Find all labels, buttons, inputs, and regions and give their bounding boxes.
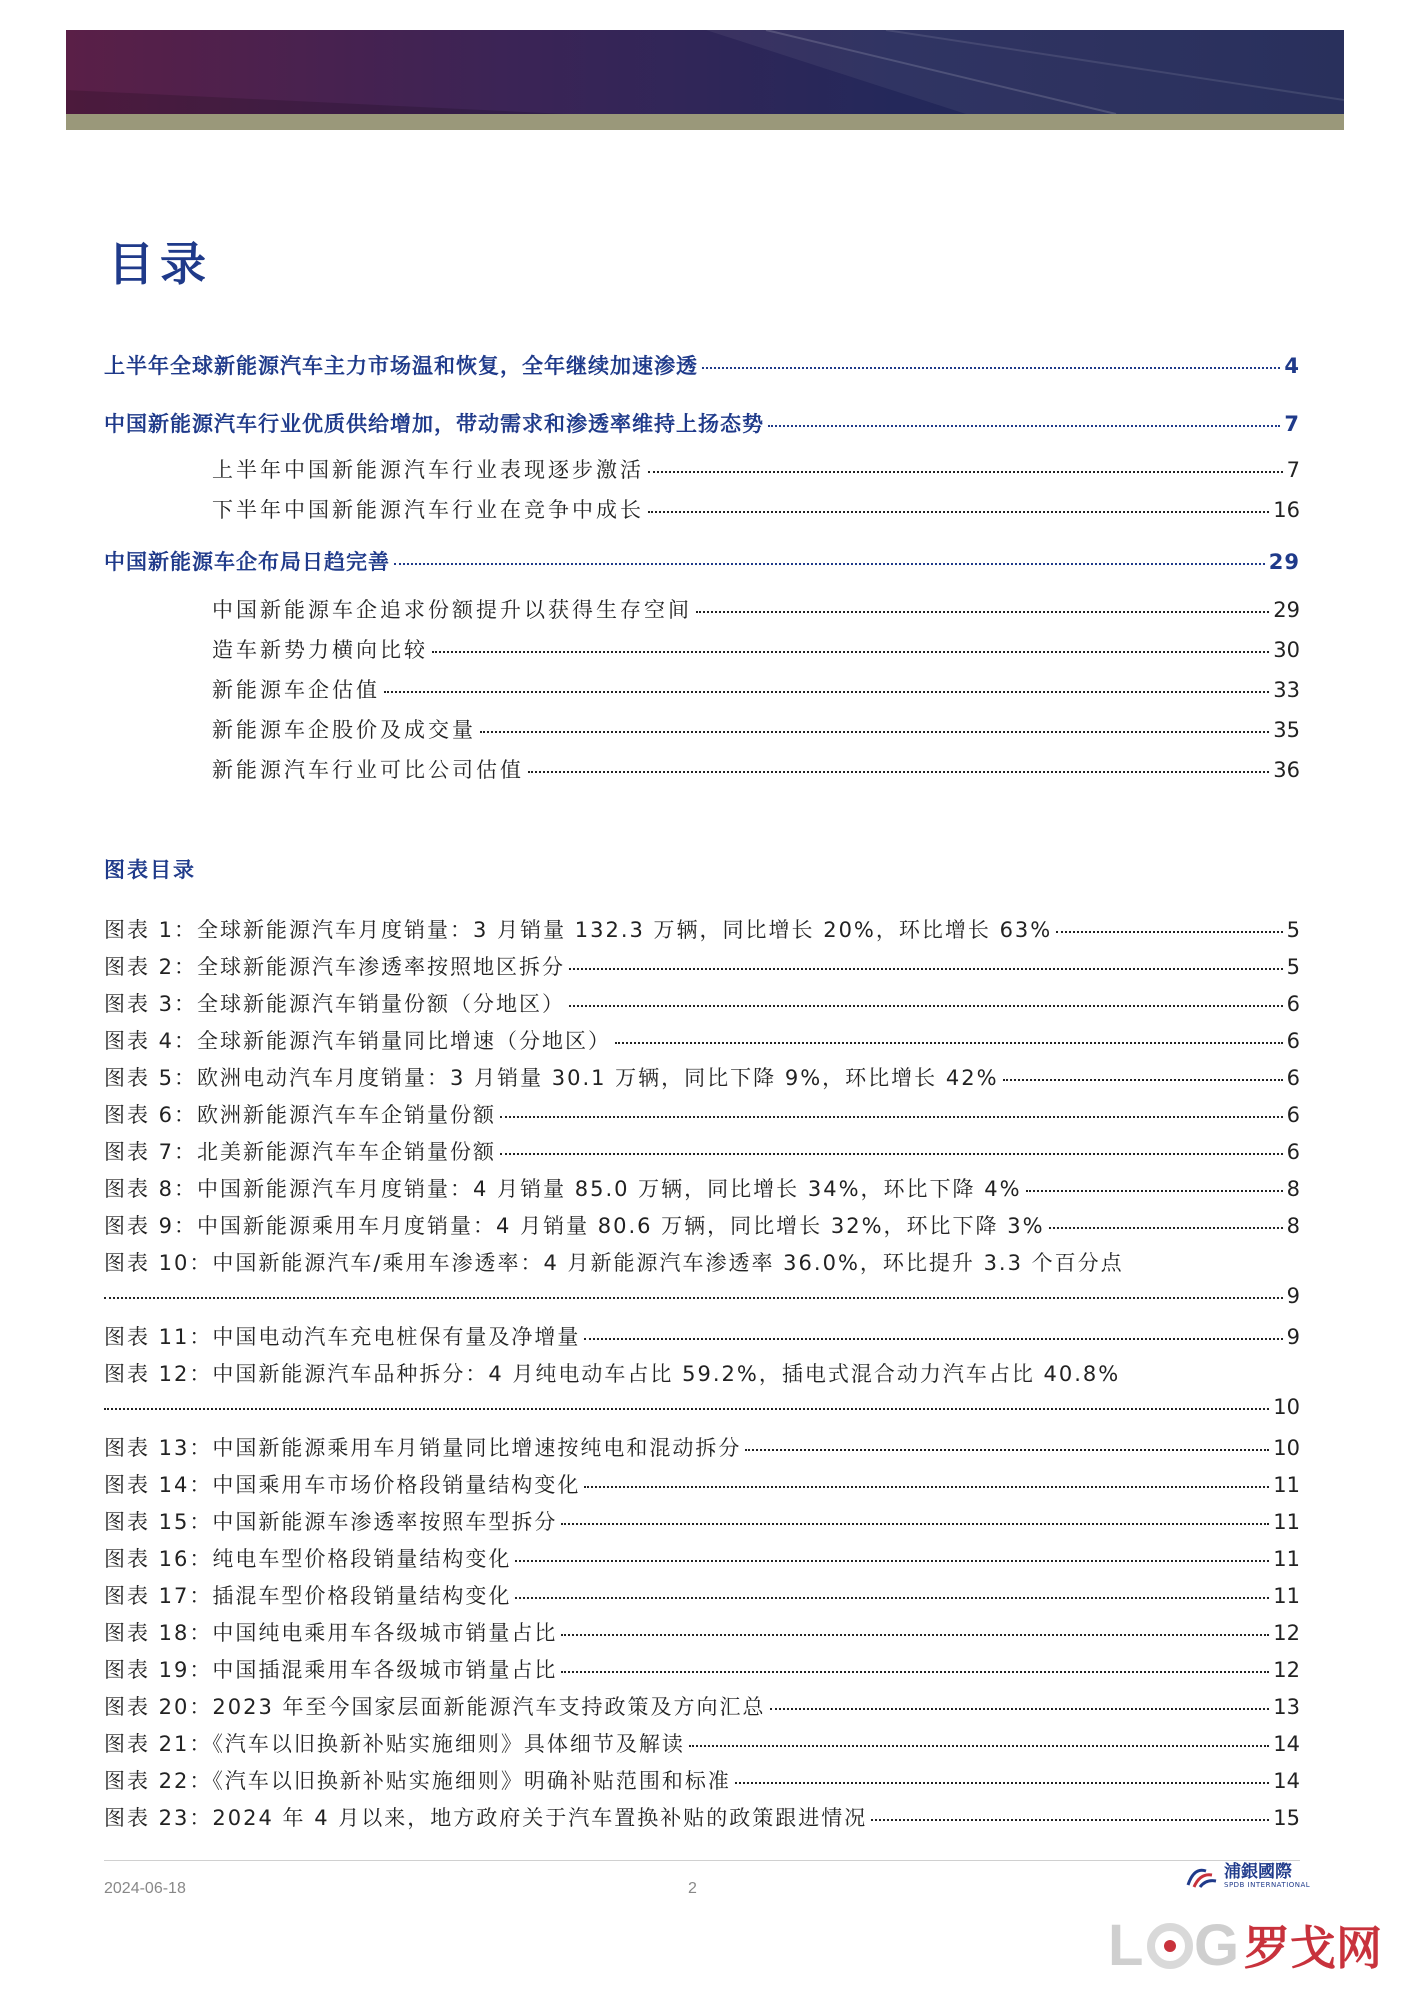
figure-label: 图表 2：全球新能源汽车渗透率按照地区拆分 — [104, 955, 566, 979]
banner-stripe — [66, 114, 1344, 130]
figure-label: 图表 13：中国新能源乘用车月销量同比增速按纯电和混动拆分 — [104, 1436, 742, 1460]
toc-subsection-label: 新能源汽车行业可比公司估值 — [212, 758, 524, 782]
dot-leader — [1049, 1227, 1283, 1229]
figure-label: 图表 9：中国新能源乘用车月度销量：4 月销量 80.6 万辆，同比增长 32%，环比下降 3% — [104, 1214, 1045, 1238]
toc-subsection[interactable] — [212, 454, 1300, 484]
toc-page-number: 30 — [1273, 638, 1300, 662]
dot-leader — [648, 511, 1269, 513]
figure-page-number: 11 — [1273, 1584, 1300, 1608]
figure-page-number: 15 — [1273, 1806, 1300, 1830]
figure-entry[interactable] — [104, 951, 1300, 981]
figure-entry[interactable] — [104, 1802, 1300, 1832]
toc-subsection[interactable] — [212, 634, 1300, 664]
figure-page-number: 12 — [1273, 1621, 1300, 1645]
figures-title: 图表目录 — [104, 858, 196, 882]
dot-leader — [696, 611, 1269, 613]
dot-leader — [104, 1408, 1269, 1410]
figure-entry-line2[interactable] — [104, 1284, 1300, 1308]
figure-entry-line1[interactable] — [104, 1247, 1300, 1277]
figure-page-number: 9 — [1286, 1284, 1300, 1308]
figure-entry[interactable] — [104, 1136, 1300, 1166]
dot-leader — [1056, 931, 1282, 933]
toc-section[interactable] — [104, 350, 1300, 380]
figure-entry[interactable] — [104, 1062, 1300, 1092]
figure-label: 图表 18：中国纯电乘用车各级城市销量占比 — [104, 1621, 558, 1645]
figure-page-number: 6 — [1286, 1103, 1300, 1127]
dot-leader — [500, 1116, 1283, 1118]
figure-entry[interactable] — [104, 1321, 1300, 1351]
figure-label: 图表 22：《汽车以旧换新补贴实施细则》明确补贴范围和标准 — [104, 1769, 731, 1793]
toc-page-number: 36 — [1273, 758, 1300, 782]
figure-page-number: 10 — [1273, 1436, 1300, 1460]
figure-entry[interactable] — [104, 988, 1300, 1018]
toc-subsection[interactable] — [212, 494, 1300, 524]
figure-entry[interactable] — [104, 1654, 1300, 1684]
dot-leader — [561, 1523, 1269, 1525]
dot-leader — [528, 771, 1269, 773]
figure-label: 图表 19：中国插混乘用车各级城市销量占比 — [104, 1658, 558, 1682]
figure-label: 图表 11：中国电动汽车充电桩保有量及净增量 — [104, 1325, 581, 1349]
figure-page-number: 5 — [1286, 955, 1300, 979]
figure-page-number: 8 — [1286, 1214, 1300, 1238]
figure-label: 图表 23：2024 年 4 月以来，地方政府关于汽车置换补贴的政策跟进情况 — [104, 1806, 868, 1830]
toc-subsection-label: 上半年中国新能源汽车行业表现逐步激活 — [212, 458, 644, 482]
toc-page-number: 16 — [1273, 498, 1300, 522]
figure-page-number: 6 — [1286, 1140, 1300, 1164]
brand-name: 浦銀國際 — [1224, 1862, 1292, 1882]
dot-leader — [569, 1005, 1283, 1007]
dot-leader — [770, 1708, 1270, 1710]
figure-label: 图表 8：中国新能源汽车月度销量：4 月销量 85.0 万辆，同比增长 34%，环比下降 4% — [104, 1177, 1022, 1201]
figure-entry[interactable] — [104, 1025, 1300, 1055]
dot-leader — [1003, 1079, 1283, 1081]
figure-page-number: 12 — [1273, 1658, 1300, 1682]
figure-entry[interactable] — [104, 1691, 1300, 1721]
brand-subtitle: SPDB INTERNATIONAL — [1224, 1881, 1311, 1889]
dot-leader — [584, 1338, 1282, 1340]
figure-entry[interactable] — [104, 1765, 1300, 1795]
figure-page-number: 11 — [1273, 1547, 1300, 1571]
figure-label: 图表 10：中国新能源汽车/乘用车渗透率：4 月新能源汽车渗透率 36.0%，环比提升 3.3 个百分点 — [104, 1251, 1124, 1275]
dot-leader — [702, 367, 1280, 369]
dot-leader — [480, 731, 1269, 733]
figure-label: 图表 5：欧洲电动汽车月度销量：3 月销量 30.1 万辆，同比下降 9%，环比增长 42% — [104, 1066, 999, 1090]
dot-leader — [561, 1634, 1269, 1636]
toc-section-label: 中国新能源车企布局日趋完善 — [104, 550, 390, 574]
figure-label: 图表 16：纯电车型价格段销量结构变化 — [104, 1547, 512, 1571]
footer-date: 2024-06-18 — [104, 1880, 186, 1897]
figure-page-number: 10 — [1273, 1395, 1300, 1419]
figure-page-number: 11 — [1273, 1473, 1300, 1497]
toc-page-number: 33 — [1273, 678, 1300, 702]
figure-entry[interactable] — [104, 1728, 1300, 1758]
figure-entry[interactable] — [104, 1432, 1300, 1462]
footer-divider — [104, 1860, 1300, 1861]
figure-page-number: 8 — [1286, 1177, 1300, 1201]
dot-leader — [104, 1297, 1283, 1299]
toc-page-number: 35 — [1273, 718, 1300, 742]
figure-entry[interactable] — [104, 1173, 1300, 1203]
figure-page-number: 6 — [1286, 992, 1300, 1016]
figure-label: 图表 6：欧洲新能源汽车车企销量份额 — [104, 1103, 497, 1127]
toc-section-label: 上半年全球新能源汽车主力市场温和恢复，全年继续加速渗透 — [104, 354, 698, 378]
toc-subsection-label: 下半年中国新能源汽车行业在竞争中成长 — [212, 498, 644, 522]
dot-leader — [584, 1486, 1269, 1488]
toc-subsection-label: 造车新势力横向比较 — [212, 638, 428, 662]
log-watermark-icon — [1108, 1915, 1240, 1975]
toc-subsection-label: 新能源车企估值 — [212, 678, 380, 702]
figure-entry[interactable] — [104, 1506, 1300, 1536]
figure-entry[interactable] — [104, 1469, 1300, 1499]
figure-entry[interactable] — [104, 1580, 1300, 1610]
figure-entry[interactable] — [104, 914, 1300, 944]
figure-label: 图表 14：中国乘用车市场价格段销量结构变化 — [104, 1473, 581, 1497]
figure-page-number: 9 — [1286, 1325, 1300, 1349]
toc-page-number: 29 — [1273, 598, 1300, 622]
dot-leader — [384, 691, 1269, 693]
dot-leader — [561, 1671, 1269, 1673]
toc-page-number: 29 — [1268, 550, 1300, 574]
figure-entry[interactable] — [104, 1617, 1300, 1647]
dot-leader — [689, 1745, 1269, 1747]
figure-label: 图表 12：中国新能源汽车品种拆分：4 月纯电动车占比 59.2%，插电式混合动力汽车占比 40.8% — [104, 1362, 1121, 1386]
dot-leader — [569, 968, 1283, 970]
figure-label: 图表 4：全球新能源汽车销量同比增速（分地区） — [104, 1029, 612, 1053]
figure-page-number: 14 — [1273, 1769, 1300, 1793]
figure-entry[interactable] — [104, 1099, 1300, 1129]
dot-leader — [432, 651, 1269, 653]
dot-leader — [735, 1782, 1269, 1784]
svg-text:L: L — [1108, 1915, 1144, 1975]
dot-leader — [648, 471, 1283, 473]
spdb-logo-icon — [1184, 1865, 1218, 1889]
dot-leader — [515, 1597, 1269, 1599]
figure-label: 图表 17：插混车型价格段销量结构变化 — [104, 1584, 512, 1608]
dot-leader — [1026, 1190, 1283, 1192]
toc-page-number: 7 — [1286, 458, 1300, 482]
header-banner — [66, 30, 1344, 130]
brand-logo — [1184, 1864, 1310, 1889]
toc-subsection-label: 中国新能源车企追求份额提升以获得生存空间 — [212, 598, 692, 622]
toc-page-number: 7 — [1284, 412, 1300, 436]
figure-entry-line1[interactable] — [104, 1358, 1300, 1388]
toc-subsection[interactable] — [212, 714, 1300, 744]
toc-subsection[interactable] — [212, 754, 1300, 784]
figure-page-number: 5 — [1286, 918, 1300, 942]
toc-subsection[interactable] — [212, 674, 1300, 704]
dot-leader — [768, 425, 1280, 427]
footer-page-number: 2 — [688, 1880, 697, 1897]
toc-section-label: 中国新能源汽车行业优质供给增加，带动需求和渗透率维持上扬态势 — [104, 412, 764, 436]
figure-page-number: 13 — [1273, 1695, 1300, 1719]
figure-label: 图表 21：《汽车以旧换新补贴实施细则》具体细节及解读 — [104, 1732, 685, 1756]
toc-subsection[interactable] — [212, 594, 1300, 624]
watermark-text: 罗戈网 — [1244, 1921, 1382, 1975]
toc-title: 目录 — [108, 237, 212, 291]
figure-page-number: 6 — [1286, 1066, 1300, 1090]
figure-entry[interactable] — [104, 1543, 1300, 1573]
toc-section[interactable] — [104, 408, 1300, 438]
figure-entry-line2[interactable] — [104, 1395, 1300, 1419]
figure-label: 图表 7：北美新能源汽车车企销量份额 — [104, 1140, 497, 1164]
figure-entry[interactable] — [104, 1210, 1300, 1240]
toc-subsection-label: 新能源车企股价及成交量 — [212, 718, 476, 742]
toc-section[interactable] — [104, 546, 1300, 576]
figure-page-number: 11 — [1273, 1510, 1300, 1534]
figure-label: 图表 20：2023 年至今国家层面新能源汽车支持政策及方向汇总 — [104, 1695, 766, 1719]
svg-text:G: G — [1194, 1915, 1240, 1975]
dot-leader — [515, 1560, 1269, 1562]
dot-leader — [500, 1153, 1283, 1155]
dot-leader — [871, 1819, 1269, 1821]
dot-leader — [745, 1449, 1269, 1451]
figure-page-number: 14 — [1273, 1732, 1300, 1756]
figure-page-number: 6 — [1286, 1029, 1300, 1053]
toc-page-number: 4 — [1284, 354, 1300, 378]
dot-leader — [615, 1042, 1283, 1044]
figure-label: 图表 3：全球新能源汽车销量份额（分地区） — [104, 992, 566, 1016]
figure-label: 图表 15：中国新能源车渗透率按照车型拆分 — [104, 1510, 558, 1534]
figure-label: 图表 1：全球新能源汽车月度销量：3 月销量 132.3 万辆，同比增长 20%，环比增长 63% — [104, 918, 1053, 942]
dot-leader — [394, 563, 1265, 565]
watermark — [1108, 1912, 1382, 1978]
